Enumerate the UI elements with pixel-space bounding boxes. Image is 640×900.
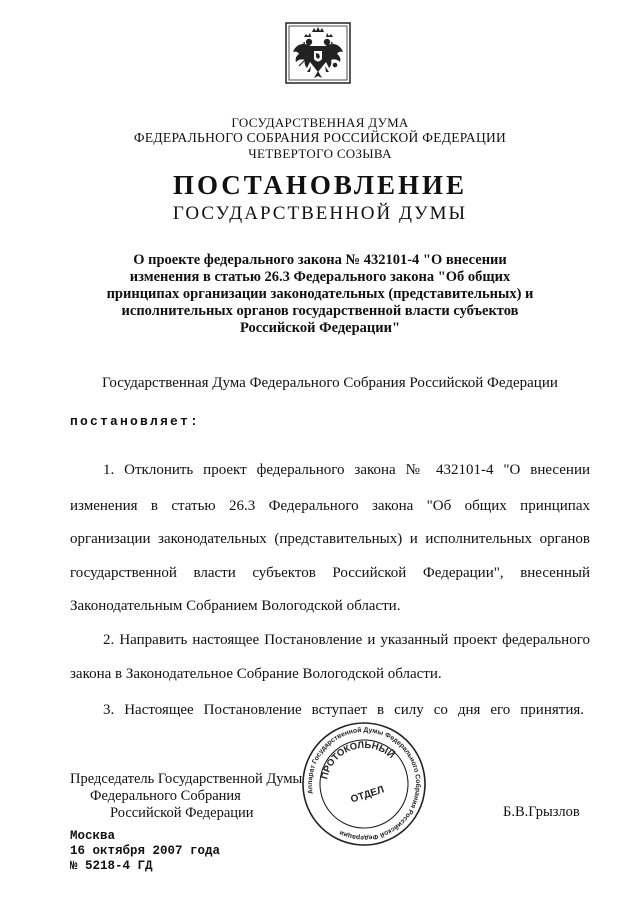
signatory-position	[70, 771, 302, 822]
signer-name: Б.В.Грызлов	[503, 804, 580, 820]
svg-text:Аппарат Государственной Думы Ф	[300, 720, 428, 848]
item-3-line: 3. Настоящее Постановление вступает в силу со дня его принятия.	[103, 702, 584, 718]
footer-date: 16 октября 2007 года	[70, 844, 221, 858]
issuer-line-1: ГОСУДАРСТВЕННАЯ ДУМА	[231, 115, 409, 130]
item-2-line: 2. Направить настоящее Постановление и указанный проект федерального	[103, 632, 590, 648]
item-1-line: организации законодательных (представительных) и исполнительных органов	[70, 531, 590, 547]
russian-coat-of-arms-icon	[285, 22, 351, 84]
stamp-center-text: ОТДЕЛ	[349, 784, 386, 806]
item-1-line: Законодательным Собранием Вологодской области.	[70, 598, 401, 614]
subject-line: принципах организации законодательных (представительных) и	[106, 286, 534, 302]
item-1-line: 1. Отклонить проект федерального закона № 432101-4 "О внесении	[103, 462, 590, 478]
resolution-subject	[80, 252, 560, 337]
protocol-department-stamp	[300, 720, 428, 848]
subject-line: исполнительных органов государственной власти субъектов	[121, 303, 519, 319]
position-line: Федерального Собрания	[90, 788, 241, 804]
position-line: Председатель Государственной Думы	[70, 771, 303, 787]
subject-line: Российской Федерации"	[239, 320, 401, 336]
issuer-line-2: ФЕДЕРАЛЬНОГО СОБРАНИЯ РОССИЙСКОЙ ФЕДЕРАЦИИ	[133, 130, 507, 145]
footer-number: № 5218-4 ГД	[70, 859, 153, 873]
stamp-inner-text: ПРОТОКОЛЬНЫЙ	[319, 739, 397, 781]
document-subtitle: ГОСУДАРСТВЕННОЙ ДУМЫ	[172, 203, 468, 224]
item-1-line: изменения в статью 26.3 Федерального закона "Об общих принципах	[70, 498, 590, 514]
subject-line: О проекте федерального закона № 432101-4 "О внесении	[133, 252, 507, 268]
stamp-outer-text: Аппарат Государственной Думы Федерального Собрания Российской Федерации	[306, 726, 422, 842]
preamble-text: Государственная Дума Федерального Собрания Российской Федерации	[102, 375, 558, 391]
issuer-line-3: ЧЕТВЕРТОГО СОЗЫВА	[248, 146, 392, 161]
document-type-title: ПОСТАНОВЛЕНИЕ	[172, 170, 468, 200]
item-2-line: закона в Законодательное Собрание Вологодской области.	[70, 666, 442, 682]
subject-line: изменения в статью 26.3 Федерального закона "Об общих	[129, 269, 511, 285]
footer-city: Москва	[70, 829, 116, 843]
item-1-line: государственной власти субъектов Российской Федерации", внесенный	[70, 565, 590, 581]
position-line: Российской Федерации	[110, 805, 254, 821]
resolves-word: постановляет:	[70, 414, 201, 429]
